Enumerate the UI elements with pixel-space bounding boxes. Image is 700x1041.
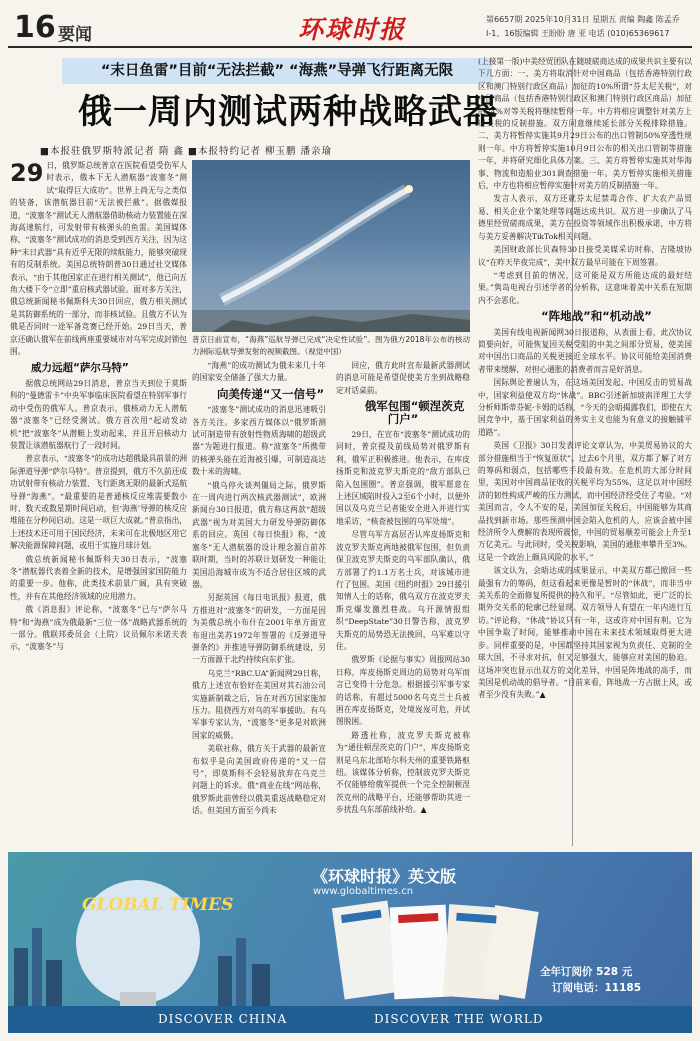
header-divider [8, 46, 692, 48]
page-header [8, 8, 692, 46]
paragraph: 另据英国《每日电讯报》报道，俄方推进对“波塞冬”的研发，一方面是因为美俄总统小布什在2001年单方面宣布退出美苏1972年签署的《反弹道导弹条约》并推进导弹防御系统建设，另一方面源于北约持续向东扩张。 [192, 593, 326, 665]
editors-line: Ⅰ-1、16版编辑 王盼盼 唐 亚 电话 (010)65369617 [486, 29, 670, 38]
missile [405, 185, 413, 193]
issue-info [486, 13, 696, 41]
paragraph: 29日，在宣布“波塞冬”测试成功的同时，普京提及前线局势对俄罗斯有利，俄军正积极推进。他表示，在库皮扬斯克和波克罗夫斯克的“敌方部队已陷入包围圈”。普京强调，俄军愿意在上述区域陷时投入2至6个小时，以便外国以及乌克兰记者能安全进入并进行实地采访，“核查被包围的乌军处境”。 [336, 430, 470, 526]
paragraph: 路透社称，波克罗夫斯克被称为“通往顿涅茨克的门户”，库皮扬斯克则是乌东北部哈尔科夫州的重要铁路枢纽。该媒体分析称，控制波克罗夫斯克不仅能够给俄军提供一个完全控制顿涅茨克州的战略平台，还能够帮助其进一步扰乱乌东部前线补给。▲ [336, 730, 470, 815]
paragraph: 据俄总统网站29日消息，普京当天到位于莫斯科的“曼德雷卡”中央军事临床医院看望在特别军事行动中受伤的俄军人。普京表示，俄核动力无人潜航器“波塞冬”已经受测试。俄方首次用“起动发动机”把“波塞冬”从潜艇上发动起来，并且开启核动力装置让该潜航器航行了一段时间。 [10, 378, 187, 450]
global-times-badge: GLOBAL TIMES [82, 895, 234, 915]
page-number: 16 [14, 10, 56, 45]
paragraph: 美国财政部长贝森特30日接受美媒采访时称，吉隆坡协议“在昨天毕夜完成”，美中双方最早可能在下周签署。 [478, 245, 692, 267]
slogan-right: DISCOVER THE WORLD [374, 1012, 544, 1026]
paragraph: “俄乌停火谈判僵局之际，俄罗斯在一周内进行两次核武器测试”，欧洲新闻台30日报道，俄方称这两款“超级武器”视为对美国大力研发导弹防御体系的回应。英国《每日快报》称，“波塞冬”无人潜航器的设计理念源自前苏联时期，当时的苏联计划研发一种能让美国沿海城市成为不适合居住区域的武器。 [192, 480, 326, 589]
subscription-phone: 订阅电话：11185 [552, 982, 642, 994]
paragraph: “波塞冬”测试成功的消息迅速吸引各方关注。多家西方媒体以“俄罗斯测试可制造带有放射性物质海啸的超级武器”为题进行报道。称“波塞冬”所携带的核弹头能在近海被引爆，可制造高达数十米的海啸。 [192, 405, 326, 477]
paragraph: 回应，俄方此时宣布最新武器测试的消息可能是希望促使美方坐到战略稳定对话桌前。 [336, 361, 470, 395]
drop-cap: 29 [10, 160, 44, 187]
subheading: 威力远超“萨尔马特” [31, 361, 129, 374]
skyline-building [218, 956, 232, 1006]
byline: ■本报驻俄罗斯特派记者 隋 鑫 ■本报特约记者 柳玉鹏 潘亲瑜 [40, 146, 333, 157]
skyline-building [236, 938, 246, 1006]
paragraph: (上接第一版)中美经贸团队在随坡磋商达成的成果共识主要有以下几方面：一、美方将取消针对中国商品（包括香港特别行政区和澳门特别行政区商品）加征的10%所谓“芬太尼关税”，对中国商品（包括香港特别行政区和澳门特别行政区商品）加征的24%对等关税将继续暂停一年。中方将相应调整针对美方上述关税的反制措施。双方同意继续延长部分关税排除措施。二、美方将暂停实施其9月29日公布的出口管制50%穿透性规则一年。中方将暂停实施10月9日公布的相关出口管制等措施一年，并将研究细化具体方案。三、美方将暂停实施其对华海事、物流和造船业301调查措施一年。美方暂停实施相关措施后，中方也将相应暂停实施针对美方的反制措施一年。 [478, 57, 692, 191]
paragraph: 英国《卫报》30日发表评论文章认为，中美贸易协议的大部分措施相当于“恢复原状”。过去6个月里，双方都了解了对方的筹码和弱点，包括哪些手段最有效。在危机的大部分时间里，美国对中国商品征收的关税平均为55%，这足以对中国经济的韧性构成严峻的压力测试，而中国经济经受住了考验。“对美国而言，令人不安的是，美国加征关税后，中国能够为其商品找到新市场。那些预测中国会陷入危机的人，应该会被中国经济所令人费解的表现所震惊，中国的贸易顺差可能会上升至1万亿美元。与此同时，受关税影响，美国的通胀率攀升至3%。这是一个政治上颇具风险的水平。” [478, 441, 692, 562]
subheading: 向美传递“又一信号” [216, 386, 325, 401]
skyline-building [32, 928, 42, 1006]
ad-title: 《环球时报》英文版 [312, 867, 457, 886]
article-column-4 [478, 56, 692, 848]
missile-photo-illustration [192, 160, 470, 332]
ad-url[interactable]: www.globaltimes.cn [313, 886, 414, 897]
paragraph: 普京表示，“波塞冬”的成功达超俄最具前景的洲际弹道导弹“萨尔马特”。普京提到，俄方不久前还成功试射带有核动力装置、飞行距离无限的最新式巡航导弹“海燕”。“最重要的是普通核反应堆需要数小时、数天或数星期时间启动，但‘海燕’导弹的核反应堆能在分秒间启动。这是一项巨大成就。”普京指出，上述技术还可用于国民经济，未来可在北极地区用它解决能源保障问题，或用于实施月球计划。 [10, 454, 187, 551]
paragraph: 尽管乌军方高层否认库皮扬斯克和波克罗夫斯克两地被俄军包围，但负责保卫波克罗夫斯克的乌军部队确认，俄方部署了约1.1万名士兵，对该城市进行了包围。美国《纽约时报》29日援引知情人士的话称，俄乌双方在波克罗夫斯克爆发激烈巷战。乌开源情报组织“DeepState”30日警告称，波克罗夫斯克的局势恐无法挽回，乌军难以守住。 [336, 530, 470, 651]
paragraph: “海燕”的成功测试为俄未来几十年的国家安全储备了强大力量。 [192, 361, 326, 383]
newspaper-logo: 环球时报 [298, 15, 407, 44]
slogan-left: DISCOVER CHINA [158, 1012, 288, 1026]
global-times-advertisement[interactable] [8, 852, 692, 1033]
paragraph: 日，俄罗斯总统普京在医院看望受伤军人时表示，俄本下无人潜航器“波塞冬”测试“取得巨大成功”。世界上尚无与之类似的装备，该潜航器目前“无法被拦截”。据俄媒报道，“波塞冬”测试无人潜航器借助核动力装置能在深海高速航行，可发射带有核弹头的鱼雷。美国媒体称，“波塞冬”测试成功的消息受到西方关注，因为这种“末日武器”具有近乎无限的续航能力，能够突破现有的反制系统。美国总统特朗普30日通过社交媒体表示，“由于其他国家正在进行相关测试”，他已向五角大楼下令“立即”重启核武器试验。面对多方关注，俄总统新闻秘书佩斯科夫30日回应，俄方相关测试是其防御系统的一部分，而非核试验。且俄方不认为俄是否同时一途军备竞赛已经开始。29日当天，普京还确认俄军在前线两座重要城市对乌军完成封锁包围。 [10, 161, 187, 357]
paragraph: 俄《消息报》评论称，“波塞冬”已与“萨尔马特”和“海燕”成为俄最新“三位一体”战略武器系统的一部分。俄联邦委员会（上院）议员佩尔米诺夫表示，“波塞冬”与 [10, 605, 187, 652]
section-name: 要闻 [58, 25, 92, 45]
paragraph: 美联社称，俄方关于武器的最新宣布似乎是向美国政府传递的“又一信号”，即莫斯科不会轻易放弃在乌克兰问题上的诉求。俄“商业在线”网站称，俄罗斯此前曾经以俄美重返战略稳定对话。但美国方面至今尚未 [192, 744, 326, 816]
paragraph: 俄罗斯《论据与事实》周报网站30日称，库皮扬斯克周边的局势对乌军而言已变得十分危急。根据援引军事专家的话称，有超过5000名乌克兰士兵被困在库皮扬斯克，处境岌岌可危，并试图脱困。 [336, 655, 470, 727]
subheading: 俄军包围“顿涅茨克门户” [364, 399, 465, 426]
paragraph: 发言人表示，双方还就芬太尼禁毒合作、扩大农产品贸易、相关企业个案处理等问题达成共识。双方进一步确认了马德里经贸磋商成果，美方在投资等领域作出积极承诺，中方将与美方妥善解决TikTok相关问题。 [478, 194, 692, 241]
skyline-building [46, 960, 62, 1006]
article-column-3 [336, 360, 470, 848]
article-column-1 [10, 160, 187, 848]
paragraph: 乌克兰“RBC.UA”新闻网29日称，俄方上述宣布恰好在美国对其石油公司实施新制裁之后，旨在对西方国家施加压力。阻挠西方对乌的军事援助。有乌军事专家认为，“波塞冬”更多是对欧洲国家的威慑。 [192, 668, 326, 740]
paragraph: 俄总统新闻秘书佩斯科夫30日表示，“波塞冬”潜航器代表着全新的技术，是增强国家国防能力的重要一步。他称，此类技术前景广阔，具有突破性，并有在其他经济领域的应用潜力。 [10, 554, 187, 601]
subheading: “阵地战”和“机动战” [541, 309, 652, 324]
headline-kicker: “末日鱼雷”目前“无法拦截” “海燕”导弹飞行距离无限 [62, 58, 492, 84]
paragraph: “考虑到目前的情况，这可能是双方所能达成的最好结果。”隽岛电视台引述学者的分析称，这意味着美中关系在短期内不会恶化。 [478, 270, 692, 305]
smoke-glow [222, 190, 407, 300]
photo-caption: 普京日前宣布，“海燕”巡航导弹已完成“决定性试验”。图为俄方2018年公布的核动力洲际巡航导弹发射的视频截图。（视觉中国） [192, 335, 470, 356]
ad-footer-bar [8, 1006, 692, 1033]
skyline-building [252, 964, 270, 1006]
issue-line: 第6657期 2025年10月31日 星期五 责编 陶鑫 陈孟乔 [486, 15, 680, 24]
paragraph: 国际舆论普遍认为，在这场美国发起、中国反击的贸易战中，国家利益使双方均“休战”。BBC引述新加坡南洋理工大学分析师斯蒂芬妮·卡姆的话称，“今天的会晤揭露我们，即使在大国竞争中，基于国家利益的务实主义也能为有意义的接触铺平道路”。 [478, 378, 692, 437]
paragraph: 美国有线电视新闻网30日报道称，从表面上看，此次协议简要向好，可能恢复因关税受阻的中美之间部分贸易，使美国对中国出口商品的关税更接近全球水平。协议可能给美国消费者带来缓解，对担心通胀的消费者而言是好消息。 [478, 327, 692, 374]
skyline-building [14, 948, 28, 1006]
missile-launch-photo [192, 160, 470, 332]
headline-title: 俄一周内测试两种战略武器 [78, 92, 498, 132]
article-column-2 [192, 360, 326, 848]
subscription-price: 全年订阅价 528 元 [540, 966, 633, 978]
paragraph: 该文认为，会晤达成的成果显示，中美双方都已掀回一些最强有力的筹码，但这看起来更像是暂时的“休战”，而非当中美关系的全面修复所提供的持久和平。“尽管如此，更广泛的长期外交关系的轮廓已经显现。双方领导人有望在一年内进行互访。”评论称，“休战”协议只有一年，这或许对中国有利。它为中国争取了时间，能够推动中国在未来技术领域取得更大进步。同样重要的是，中国都坚持其国家视为负责任、克制的全球大国，不寻求对抗，但又足够强大，能够应对美国的胁迫。这场冲突也显示出双方的文化差异，中国是阵地战的高手，而美国是机动战的倡导者。“目前来看，阵地战一方占据上风，或者至少没有失败。”▲ [478, 566, 692, 700]
